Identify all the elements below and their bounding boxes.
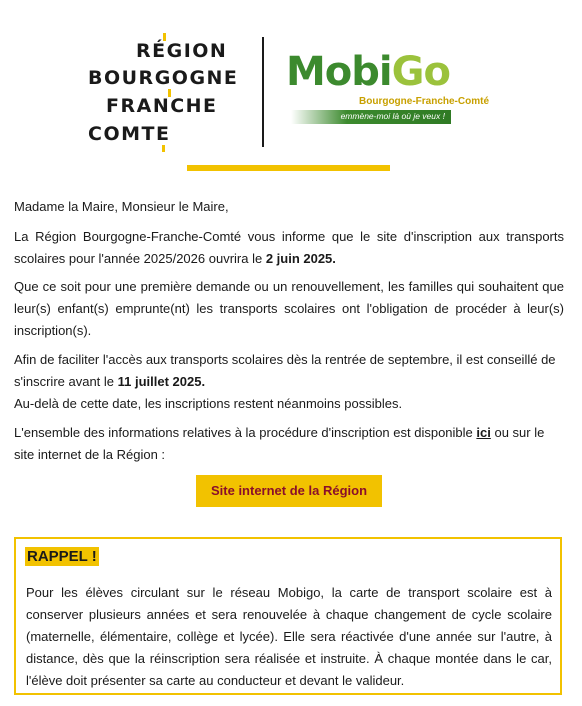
mobigo-tagline-banner — [291, 110, 451, 124]
reminder-box — [14, 537, 562, 695]
paragraph-text: Afin de faciliter l'accès aux transports scolaires dès la rentrée de septembre, il est conseillé de s'inscrire avant le — [14, 352, 556, 389]
mobigo-wordmark — [286, 50, 450, 94]
reminder-title: RAPPEL ! — [27, 548, 97, 565]
mobigo-wordmark-part2: Go — [391, 49, 450, 95]
region-logo-line: COMTE — [88, 123, 171, 145]
mobigo-tagline: emmène-moi là où je veux ! — [340, 111, 445, 121]
mobigo-logo — [286, 49, 489, 130]
paragraph-text: Au-delà de cette date, les inscriptions restent néanmoins possibles. — [14, 396, 403, 411]
header — [0, 0, 582, 175]
paragraph-text: ou sur le site internet de la Région : — [14, 425, 545, 462]
region-logo-accent — [162, 145, 165, 152]
region-logo-line: BOURGOGNE — [88, 67, 239, 89]
opening-date: 2 juin 2025. — [265, 251, 336, 266]
logo-divider — [262, 37, 264, 147]
region-logo — [88, 40, 238, 150]
paragraph-obligation: Que ce soit pour une première demande ou un renouvellement, les familles qui souhaitent que leur(s) enfant(s) emprunte(nt) les transports scolaires ont l'obligation de procéder à leur(s) inscription(s). — [14, 279, 564, 338]
region-logo-line: FRANCHE — [106, 95, 218, 117]
reminder-text: Pour les élèves circulant sur le réseau Mobigo, la carte de transport scolaire est à conserver plusieurs années et sera renouvelée à chaque changement de cycle scolaire (maternelle, élémentaire, collège et lycée). Elle sera réactivée d'une année sur l'autre, à distance, dès que la réinscription sera réalisée et instruite. À chaque montée dans le car, l'élève doit présenter sa carte au conducteur et devant le valideur. — [26, 585, 552, 688]
mobigo-subtitle: Bourgogne-Franche-Comté — [359, 96, 489, 107]
header-underline — [187, 165, 390, 171]
paragraph-opening-date — [14, 226, 564, 270]
region-logo-line: RÉGION — [136, 40, 228, 62]
paragraph-deadline — [14, 349, 564, 415]
greeting: Madame la Maire, Monsieur le Maire, — [14, 199, 229, 214]
info-link[interactable]: ici — [476, 425, 491, 440]
deadline-date: 11 juillet 2025. — [117, 374, 206, 389]
paragraph-text: La Région Bourgogne-Franche-Comté vous informe que le site d'inscription aux transports scolaires pour l'année 2025/2026 ouvrira le — [14, 229, 564, 266]
paragraph-text: L'ensemble des informations relatives à la procédure d'inscription est disponible — [14, 425, 477, 440]
mobigo-wordmark-part1: Mobi — [286, 49, 392, 95]
paragraph-information — [14, 422, 564, 466]
region-website-button[interactable]: Site internet de la Région — [196, 475, 382, 507]
